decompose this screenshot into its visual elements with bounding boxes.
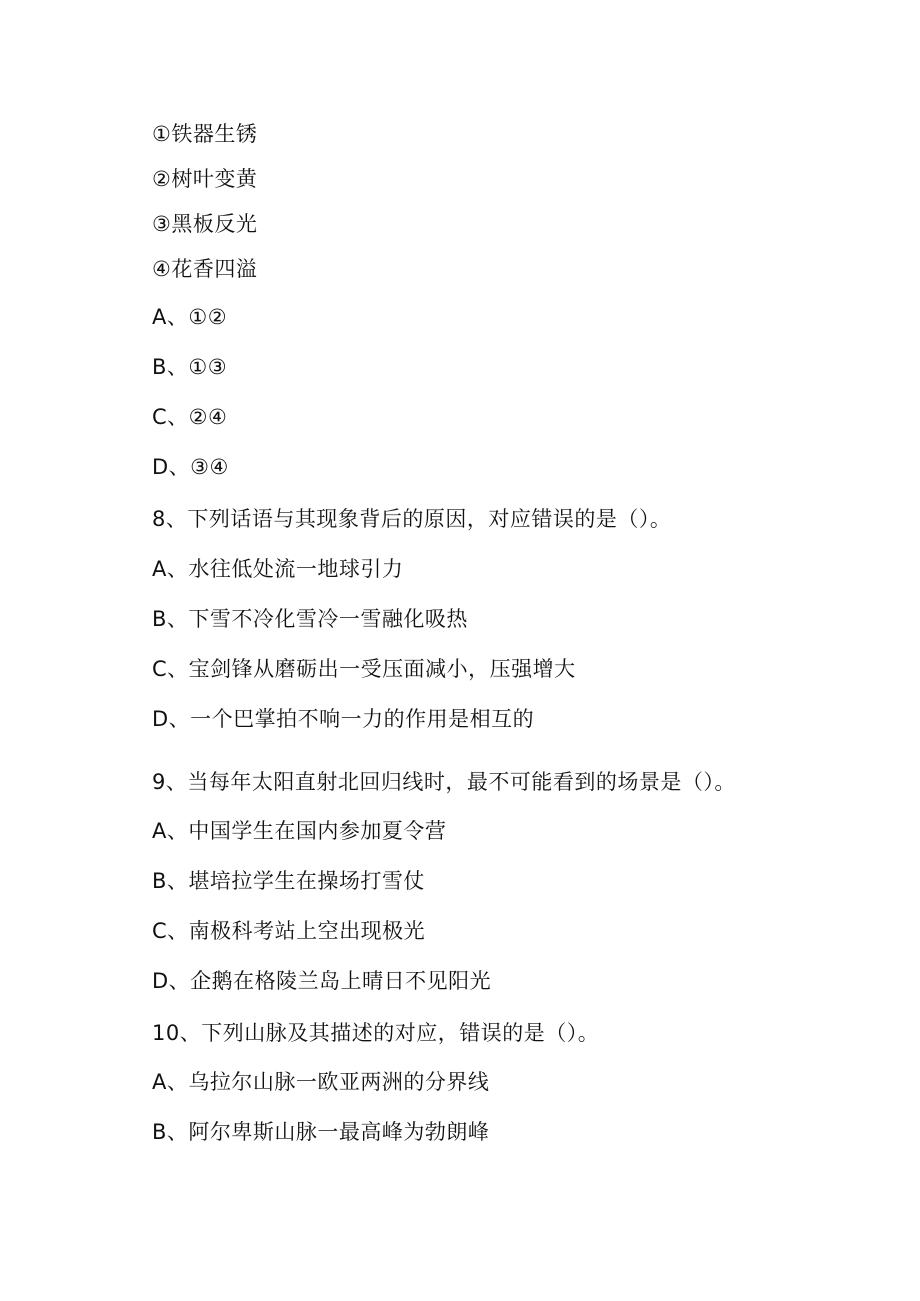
- q9-option-a: A、中国学生在国内参加夏令营: [152, 819, 447, 843]
- q8-stem: 8、下列话语与其现象背后的原因，对应错误的是（）。: [152, 507, 672, 531]
- q8-option-b: B、下雪不冷化雪冷一雪融化吸热: [152, 607, 468, 631]
- q8-option-a: A、水往低处流一地球引力: [152, 557, 404, 581]
- q7-option-a: A、①②: [152, 305, 228, 329]
- q9-option-c: C、南极科考站上空出现极光: [152, 919, 426, 943]
- q9-option-d: D、企鹅在格陵兰岛上晴日不见阳光: [152, 969, 492, 993]
- q7-option-d: D、③④: [152, 455, 229, 479]
- q10-option-a: A、乌拉尔山脉一欧亚两洲的分界线: [152, 1070, 490, 1094]
- q8-option-d: D、一个巴掌拍不响一力的作用是相互的: [152, 707, 535, 731]
- statement-1: ①铁器生锈: [152, 122, 258, 146]
- q10-option-b: B、阿尔卑斯山脉一最高峰为勃朗峰: [152, 1120, 490, 1144]
- statement-4: ④花香四溢: [152, 257, 258, 281]
- q9-stem: 9、当每年太阳直射北回归线时，最不可能看到的场景是（）。: [152, 770, 736, 794]
- statement-2: ②树叶变黄: [152, 167, 258, 191]
- q8-option-c: C、宝剑锋从磨砺出一受压面减小，压强增大: [152, 657, 576, 681]
- q9-option-b: B、堪培拉学生在操场打雪仗: [152, 869, 425, 893]
- q10-stem: 10、下列山脉及其描述的对应，错误的是（）。: [152, 1021, 600, 1045]
- q7-option-b: B、①③: [152, 355, 228, 379]
- statement-3: ③黑板反光: [152, 212, 258, 236]
- q7-option-c: C、②④: [152, 405, 228, 429]
